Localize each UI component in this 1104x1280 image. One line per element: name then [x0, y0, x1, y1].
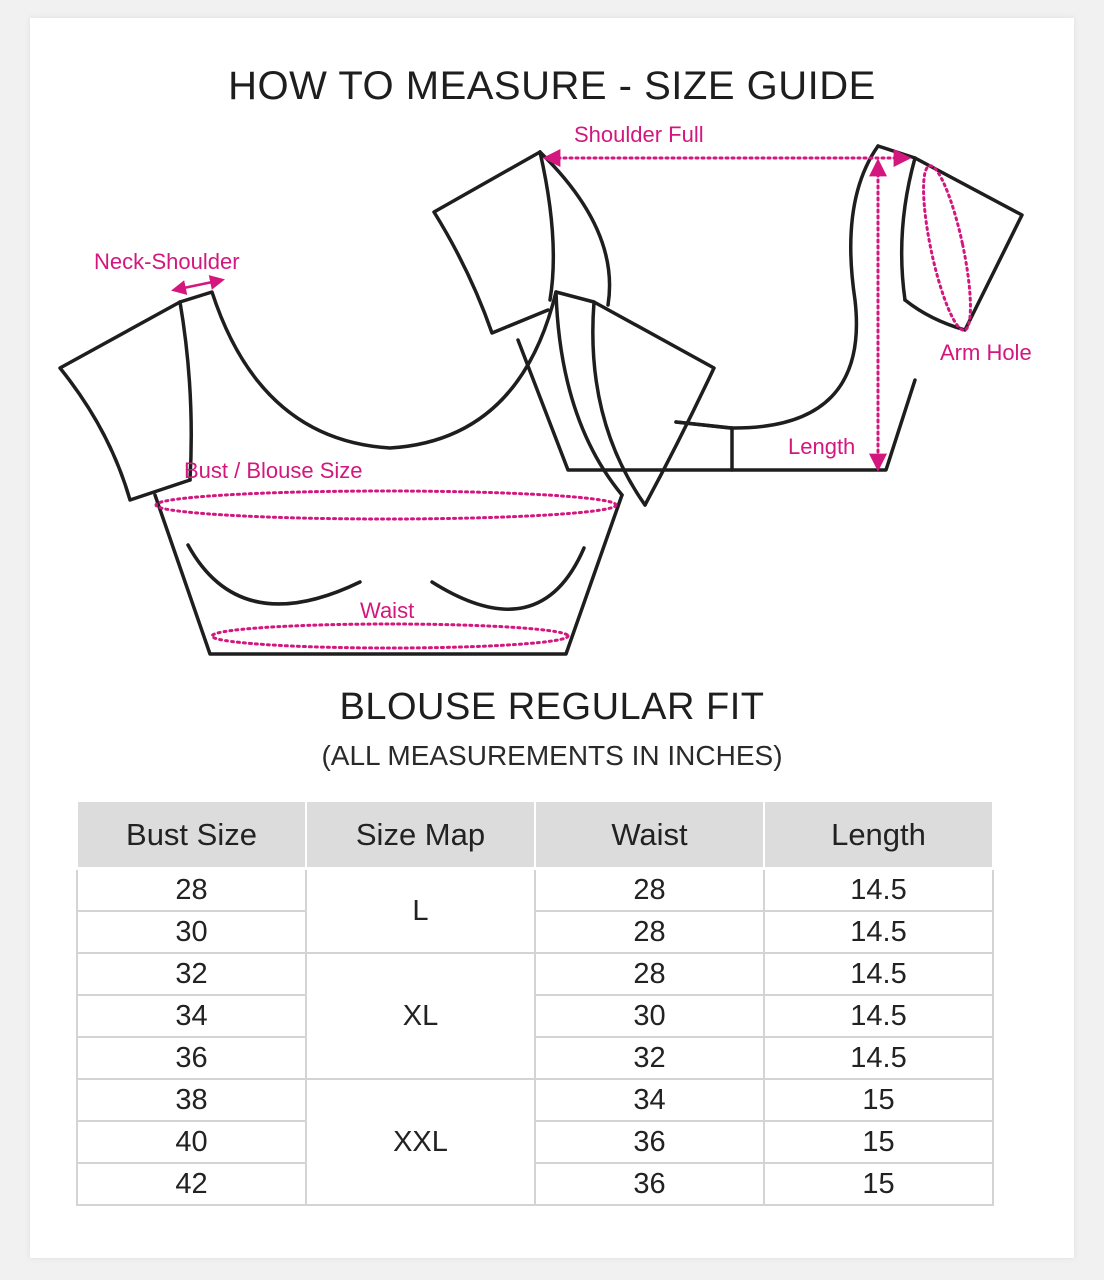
table-header-row — [77, 801, 993, 869]
bust-cell: 38 — [77, 1079, 306, 1121]
bust-cell: 30 — [77, 911, 306, 953]
header-length: Length — [764, 801, 993, 869]
table-row — [77, 869, 993, 912]
table-row — [77, 1037, 993, 1079]
table-row — [77, 1079, 993, 1121]
table-row — [77, 995, 993, 1037]
bust-cell: 42 — [77, 1163, 306, 1205]
size-table — [76, 800, 994, 1206]
waist-cell: 28 — [535, 869, 764, 912]
length-cell: 14.5 — [764, 995, 993, 1037]
waist-cell: 34 — [535, 1079, 764, 1121]
waist-cell: 36 — [535, 1163, 764, 1205]
header-bust-size: Bust Size — [77, 801, 306, 869]
bust-cell: 28 — [77, 869, 306, 912]
bust-cell: 40 — [77, 1121, 306, 1163]
size-map-cell: XXL — [306, 1079, 535, 1205]
length-cell: 14.5 — [764, 911, 993, 953]
length-cell: 15 — [764, 1163, 993, 1205]
size-map-cell: XL — [306, 953, 535, 1079]
bust-cell: 36 — [77, 1037, 306, 1079]
waist-label: Waist — [360, 598, 415, 623]
length-label: Length — [788, 434, 856, 459]
length-cell: 15 — [764, 1079, 993, 1121]
table-row — [77, 911, 993, 953]
arm-hole-label: Arm Hole — [940, 340, 1032, 365]
length-cell: 14.5 — [764, 1037, 993, 1079]
page-title: HOW TO MEASURE - SIZE GUIDE — [228, 64, 876, 108]
waist-cell: 32 — [535, 1037, 764, 1079]
table-row — [77, 1163, 993, 1205]
bust-label: Bust / Blouse Size — [184, 458, 363, 483]
bust-cell: 34 — [77, 995, 306, 1037]
size-map-cell: L — [306, 869, 535, 954]
length-cell: 15 — [764, 1121, 993, 1163]
waist-cell: 28 — [535, 911, 764, 953]
shoulder-full-label: Shoulder Full — [574, 122, 704, 147]
bust-cell: 32 — [77, 953, 306, 995]
table-row — [77, 953, 993, 995]
length-cell: 14.5 — [764, 953, 993, 995]
neck-shoulder-label: Neck-Shoulder — [94, 249, 240, 274]
header-waist: Waist — [535, 801, 764, 869]
waist-cell: 30 — [535, 995, 764, 1037]
header-size-map: Size Map — [306, 801, 535, 869]
waist-cell: 28 — [535, 953, 764, 995]
measurement-note: (ALL MEASUREMENTS IN INCHES) — [321, 740, 783, 771]
back-view-outline — [434, 146, 1022, 470]
waist-cell: 36 — [535, 1121, 764, 1163]
section-title: BLOUSE REGULAR FIT — [339, 686, 765, 728]
length-cell: 14.5 — [764, 869, 993, 912]
table-row — [77, 1121, 993, 1163]
